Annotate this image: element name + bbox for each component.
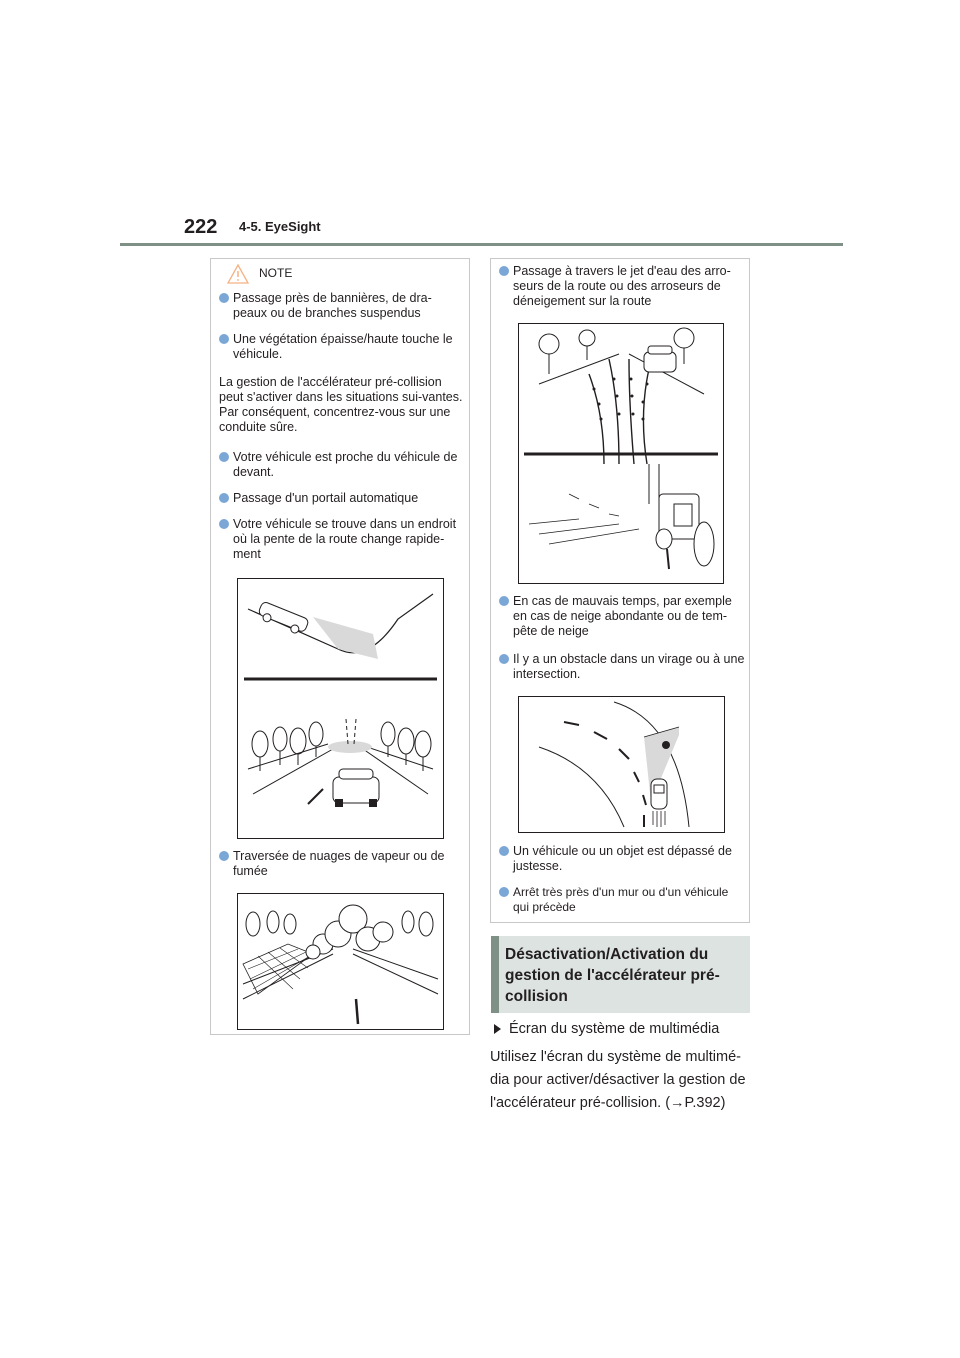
circle-bullet-icon — [499, 846, 509, 856]
list-item — [499, 594, 745, 639]
list-item-text: En cas de mauvais temps, par exemple en cas de neige abondante ou de tem-pête de neige — [513, 594, 732, 638]
list-item-text: Il y a un obstacle dans un virage ou à une intersection. — [513, 652, 745, 681]
circle-bullet-icon — [499, 887, 509, 897]
warning-triangle-icon — [227, 264, 249, 284]
note-box-right — [490, 258, 750, 923]
list-item-text: Un véhicule ou un objet est dépassé de justesse. — [513, 844, 732, 873]
list-item — [499, 844, 745, 874]
water-spray-illustration — [518, 323, 724, 584]
list-item — [219, 332, 465, 362]
note-box-left — [210, 258, 470, 1035]
page-number: 222 — [184, 216, 218, 238]
note-header — [211, 259, 469, 287]
section-title: 4-5. EyeSight — [239, 219, 321, 234]
circle-bullet-icon — [219, 452, 229, 462]
list-item — [499, 652, 745, 682]
circle-bullet-icon — [219, 293, 229, 303]
list-item — [499, 264, 745, 309]
list-item-text: Votre véhicule est proche du véhicule de devant. — [233, 450, 458, 479]
triangle-bullet-icon — [494, 1024, 501, 1034]
heading-accent-bar — [491, 936, 499, 1013]
list-item-text: Une végétation épaisse/haute touche le véhicule. — [233, 332, 453, 361]
section-heading — [491, 936, 750, 1013]
circle-bullet-icon — [499, 654, 509, 664]
list-item — [219, 517, 465, 562]
note-paragraph: La gestion de l'accélérateur pré-collision peut s'activer dans les situations sui-vantes. Par conséquent, concentrez-vous sur une conduite sûre. — [219, 375, 463, 434]
list-item-text: Votre véhicule se trouve dans un endroit où la pente de la route change rapide-ment — [233, 517, 457, 561]
slope-change-illustration — [237, 578, 444, 839]
circle-bullet-icon — [499, 596, 509, 606]
sub-heading-text: Écran du système de multimédia — [509, 1021, 720, 1037]
circle-bullet-icon — [219, 519, 229, 529]
header-rule — [120, 243, 843, 246]
circle-bullet-icon — [219, 334, 229, 344]
sub-heading — [494, 1021, 719, 1037]
circle-bullet-icon — [219, 851, 229, 861]
list-item-text: Arrêt très près d'un mur ou d'un véhicule qui précède — [513, 885, 729, 914]
circle-bullet-icon — [499, 266, 509, 276]
note-label: NOTE — [259, 266, 293, 280]
section-heading-text: Désactivation/Activation du gestion de l'accélérateur pré-collision — [505, 946, 720, 1005]
list-item-text: Passage d'un portail automatique — [233, 491, 419, 505]
list-item-text: Traversée de nuages de vapeur ou de fumée — [233, 849, 445, 878]
list-item — [219, 849, 465, 879]
list-item-text: Passage près de bannières, de dra-peaux ou de branches suspendus — [233, 291, 432, 320]
list-item — [219, 491, 465, 506]
circle-bullet-icon — [219, 493, 229, 503]
list-item-text: Passage à travers le jet d'eau des arro-seurs de la route ou des arroseurs de déneigement sur la route — [513, 264, 731, 308]
curve-obstacle-illustration — [518, 696, 725, 833]
list-item — [219, 291, 465, 321]
list-item — [219, 450, 465, 480]
body-paragraph: Utilisez l'écran du système de multimé-dia pour activer/désactiver la gestion de l'accélérateur pré-collision. (→P.392) — [490, 1049, 746, 1111]
smoke-illustration — [237, 893, 444, 1030]
list-item — [499, 885, 745, 915]
